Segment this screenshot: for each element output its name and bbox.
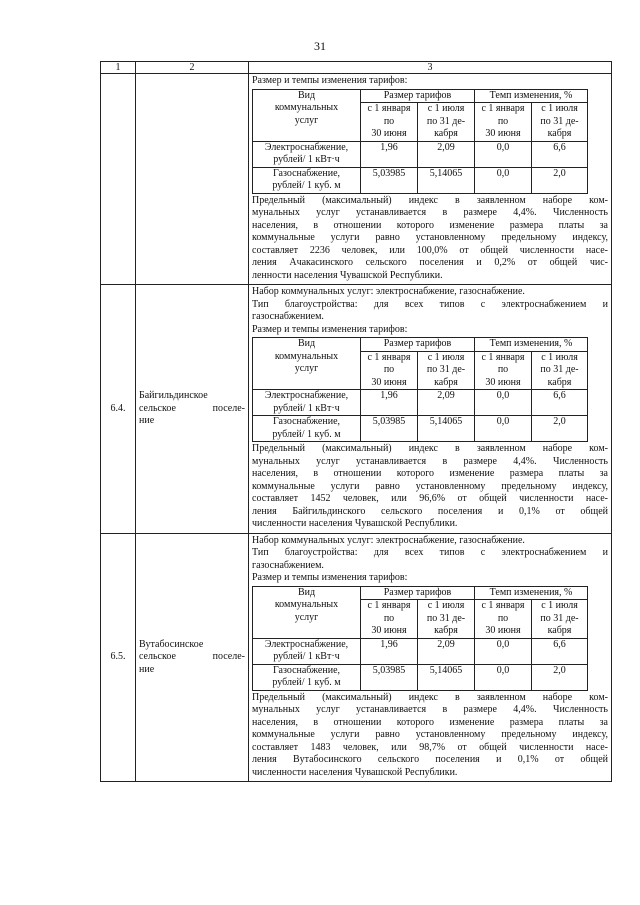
tariff-value: 0,0 [475,638,532,664]
service-name [253,167,361,193]
service-type-header-line: Вид [297,338,316,349]
period-header [475,103,532,142]
section-row [101,74,612,285]
period-header-line: по 31 де- [540,612,579,624]
index-text-line: коммунальные услуги равно установленному предельному индексу, [252,232,608,243]
period-header-line: кабря [547,625,572,636]
tariff-table [252,89,588,194]
period-header-line: по 31 де- [426,115,466,127]
tariff-row [253,416,588,442]
index-text-line: мунальных услуг устанавливается в размере 4,4%. Численность [252,207,608,218]
service-name-line: рублей/ 1 куб. м [272,428,341,440]
tariff-value: 6,6 [532,638,588,664]
period-header [418,103,475,142]
tariff-value: 2,0 [532,416,588,442]
intro-line: Тип благоустройства: для всех типов с электроснабжением и [252,298,608,310]
service-type-header [253,586,361,638]
section-name-line: Вутабосинское [139,638,204,650]
intro-line: Тип благоустройства: для всех типов с электроснабжением и [252,547,608,558]
section-name-line: ние [139,415,155,426]
header-col-3: 3 [249,62,612,74]
service-name-line: рублей/ 1 кВт·ч [273,154,340,165]
service-name-line: рублей/ 1 куб. м [272,677,341,688]
intro-line: Размер и темпы изменения тарифов: [252,75,408,86]
tariff-value: 0,0 [475,664,532,690]
intro-line: Набор коммунальных услуг: электроснабжение, газоснабжение. [252,534,525,546]
tariff-value: 5,14065 [418,664,475,690]
main-table [100,61,612,782]
tariff-header-row [253,338,588,352]
intro-line: Размер и темпы изменения тарифов: [252,323,408,335]
tariff-value: 5,14065 [418,416,475,442]
period-header-line: кабря [547,376,572,388]
service-name [253,141,361,167]
period-header-line: с 1 июля [427,103,465,114]
intro-line: газоснабжением. [252,559,324,571]
period-header-line: кабря [434,128,458,139]
section-name-line: сельское поселе- [139,402,245,414]
service-type-header-line: услуг [294,114,319,126]
service-name-line: Газоснабжение, [272,664,341,676]
service-type-header-line: коммунальных [274,350,339,362]
tariff-value: 2,09 [418,141,475,167]
index-text-line: Предельный (максимальный) индекс в заявленном наборе ком- [252,443,608,454]
service-name-line: Электроснабжение, [264,390,349,401]
header-col-1: 1 [101,62,136,74]
period-header-line: по [497,115,509,127]
tariff-row [253,664,588,690]
tariff-value: 2,09 [418,638,475,664]
period-header-line: кабря [434,376,458,388]
period-header-line: по 31 де- [426,612,466,624]
index-text-line: составляет 1452 человек, или 96,6% от общей численности насе- [252,493,608,504]
index-text-line: Предельный (максимальный) индекс в заявленном наборе ком- [252,691,608,703]
index-text-line: коммунальные услуги равно установленному предельному индексу, [252,729,608,740]
header-col-2: 2 [136,62,249,74]
service-name [253,390,361,416]
change-rate-header: Темп изменения, % [475,89,588,103]
index-text-line: численности населения Чувашской Республики. [252,518,458,529]
tariff-value: 2,0 [532,664,588,690]
tariff-value: 6,6 [532,141,588,167]
service-type-header-line: услуг [294,363,319,374]
period-header-line: с 1 июля [427,600,465,611]
period-header-line: 30 июня [485,625,521,636]
intro-line: газоснабжением. [252,311,324,322]
tariff-header-row [253,89,588,103]
period-header [418,351,475,390]
tariff-value: 0,0 [475,390,532,416]
tariff-value: 6,6 [532,390,588,416]
period-header-line: 30 июня [485,376,521,388]
index-text-line: составляет 2236 человек, или 100,0% от общей численности насе- [252,244,608,256]
period-header-line: по 31 де- [426,364,466,375]
section-name-line: Байгильдинское [139,390,208,401]
period-header-line: 30 июня [371,128,407,139]
index-text-line: ленности населения Чувашской Республики. [252,269,443,281]
tariff-value: 5,14065 [418,167,475,193]
index-text-line: населения, в отношении которого изменение размера платы за [252,716,608,728]
period-header-line: с 1 июля [541,103,578,114]
tariff-value: 5,03985 [361,416,418,442]
service-name-line: рублей/ 1 кВт·ч [273,651,340,662]
section-name-line: сельское поселе- [139,651,245,662]
section-row [101,285,612,534]
period-header [361,351,418,390]
period-header [532,351,588,390]
period-header-line: с 1 января [367,103,411,114]
period-header [532,600,588,639]
service-name-line: Газоснабжение, [272,167,341,179]
period-header-line: по [383,364,395,375]
section-name-line: ние [139,663,155,675]
tariff-value: 1,96 [361,638,418,664]
period-header-line: по [383,115,395,127]
intro-line: Набор коммунальных услуг: электроснабжение, газоснабжение. [252,286,525,297]
service-type-header-line: Вид [297,586,316,598]
tariff-value: 0,0 [475,416,532,442]
index-text-line: ления Ачакасинского сельского поселения и 0,2% от общей чис- [252,257,608,268]
page-number: 31 [314,39,326,53]
service-name-line: рублей/ 1 куб. м [272,180,341,191]
period-header-line: кабря [434,625,458,636]
service-name-line: Электроснабжение, [264,141,349,153]
service-name [253,664,361,690]
section-number: 6.4. [101,285,136,534]
tariff-row [253,141,588,167]
period-header [361,600,418,639]
section-row [101,533,612,782]
period-header-line: с 1 января [367,351,411,363]
intro-line: Размер и темпы изменения тарифов: [252,572,408,583]
service-type-header-line: услуг [294,611,319,623]
index-text-line: коммунальные услуги равно установленному предельному индексу, [252,480,608,492]
tariff-value: 1,96 [361,390,418,416]
tariff-header-row [253,586,588,600]
tariff-size-header: Размер тарифов [361,586,475,600]
tariff-value: 2,09 [418,390,475,416]
tariff-table [252,586,588,691]
tariff-value: 5,03985 [361,167,418,193]
tariff-table [252,337,588,442]
period-header-line: с 1 июля [541,351,578,363]
tariff-value: 0,0 [475,141,532,167]
tariff-size-header: Размер тарифов [361,89,475,103]
period-header-line: по [383,612,395,624]
period-header [532,103,588,142]
service-type-header-line: коммунальных [274,102,339,113]
tariff-value: 5,03985 [361,664,418,690]
index-text-line: мунальных услуг устанавливается в размере 4,4%. Численность [252,455,608,467]
service-name-line: Газоснабжение, [272,416,341,427]
section-content [249,285,612,534]
period-header [475,600,532,639]
index-text-line: ления Байгильдинского сельского поселения и 0,1% от общей [252,505,608,517]
period-header-line: кабря [547,128,572,139]
section-name [136,74,249,285]
section-content [249,533,612,782]
period-header-line: с 1 января [481,351,525,363]
period-header-line: 30 июня [485,128,521,139]
service-type-header-line: Вид [297,89,316,101]
period-header-line: по 31 де- [540,115,579,127]
period-header-line: с 1 января [481,600,525,611]
tariff-value: 0,0 [475,167,532,193]
period-header-line: 30 июня [371,625,407,636]
service-name [253,416,361,442]
period-header-line: по 31 де- [540,364,579,375]
period-header [418,600,475,639]
service-type-header [253,89,361,141]
tariff-size-header: Размер тарифов [361,338,475,352]
index-text-line: населения, в отношении которого изменение размера платы за [252,219,608,231]
service-type-header [253,338,361,390]
period-header [361,103,418,142]
period-header-line: 30 июня [371,376,407,388]
index-text-line: составляет 1483 человек, или 98,7% от общей численности насе- [252,741,608,753]
tariff-row [253,638,588,664]
service-name-line: Электроснабжение, [264,638,349,650]
index-text-line: ления Вутабосинского сельского поселения и 0,1% от общей [252,754,608,765]
period-header-line: по [497,612,509,624]
section-number: 6.5. [101,533,136,782]
tariff-value: 2,0 [532,167,588,193]
section-content [249,74,612,285]
index-text-line: численности населения Чувашской Республики. [252,766,458,778]
tariff-row [253,167,588,193]
header-row [101,62,612,74]
section-name [136,533,249,782]
period-header-line: с 1 июля [541,600,578,611]
section-number [101,74,136,285]
index-text-line: Предельный (максимальный) индекс в заявленном наборе ком- [252,194,608,206]
period-header-line: с 1 января [481,103,525,114]
service-name [253,638,361,664]
period-header-line: с 1 января [367,600,411,611]
tariff-value: 1,96 [361,141,418,167]
period-header [475,351,532,390]
section-name [136,285,249,534]
tariff-row [253,390,588,416]
index-text-line: населения, в отношении которого изменение размера платы за [252,468,608,479]
change-rate-header: Темп изменения, % [475,586,588,600]
service-type-header-line: коммунальных [274,599,339,610]
change-rate-header: Темп изменения, % [475,338,588,352]
period-header-line: с 1 июля [427,351,465,363]
service-name-line: рублей/ 1 кВт·ч [273,402,340,414]
index-text-line: мунальных услуг устанавливается в размере 4,4%. Численность [252,704,608,715]
period-header-line: по [497,364,509,375]
